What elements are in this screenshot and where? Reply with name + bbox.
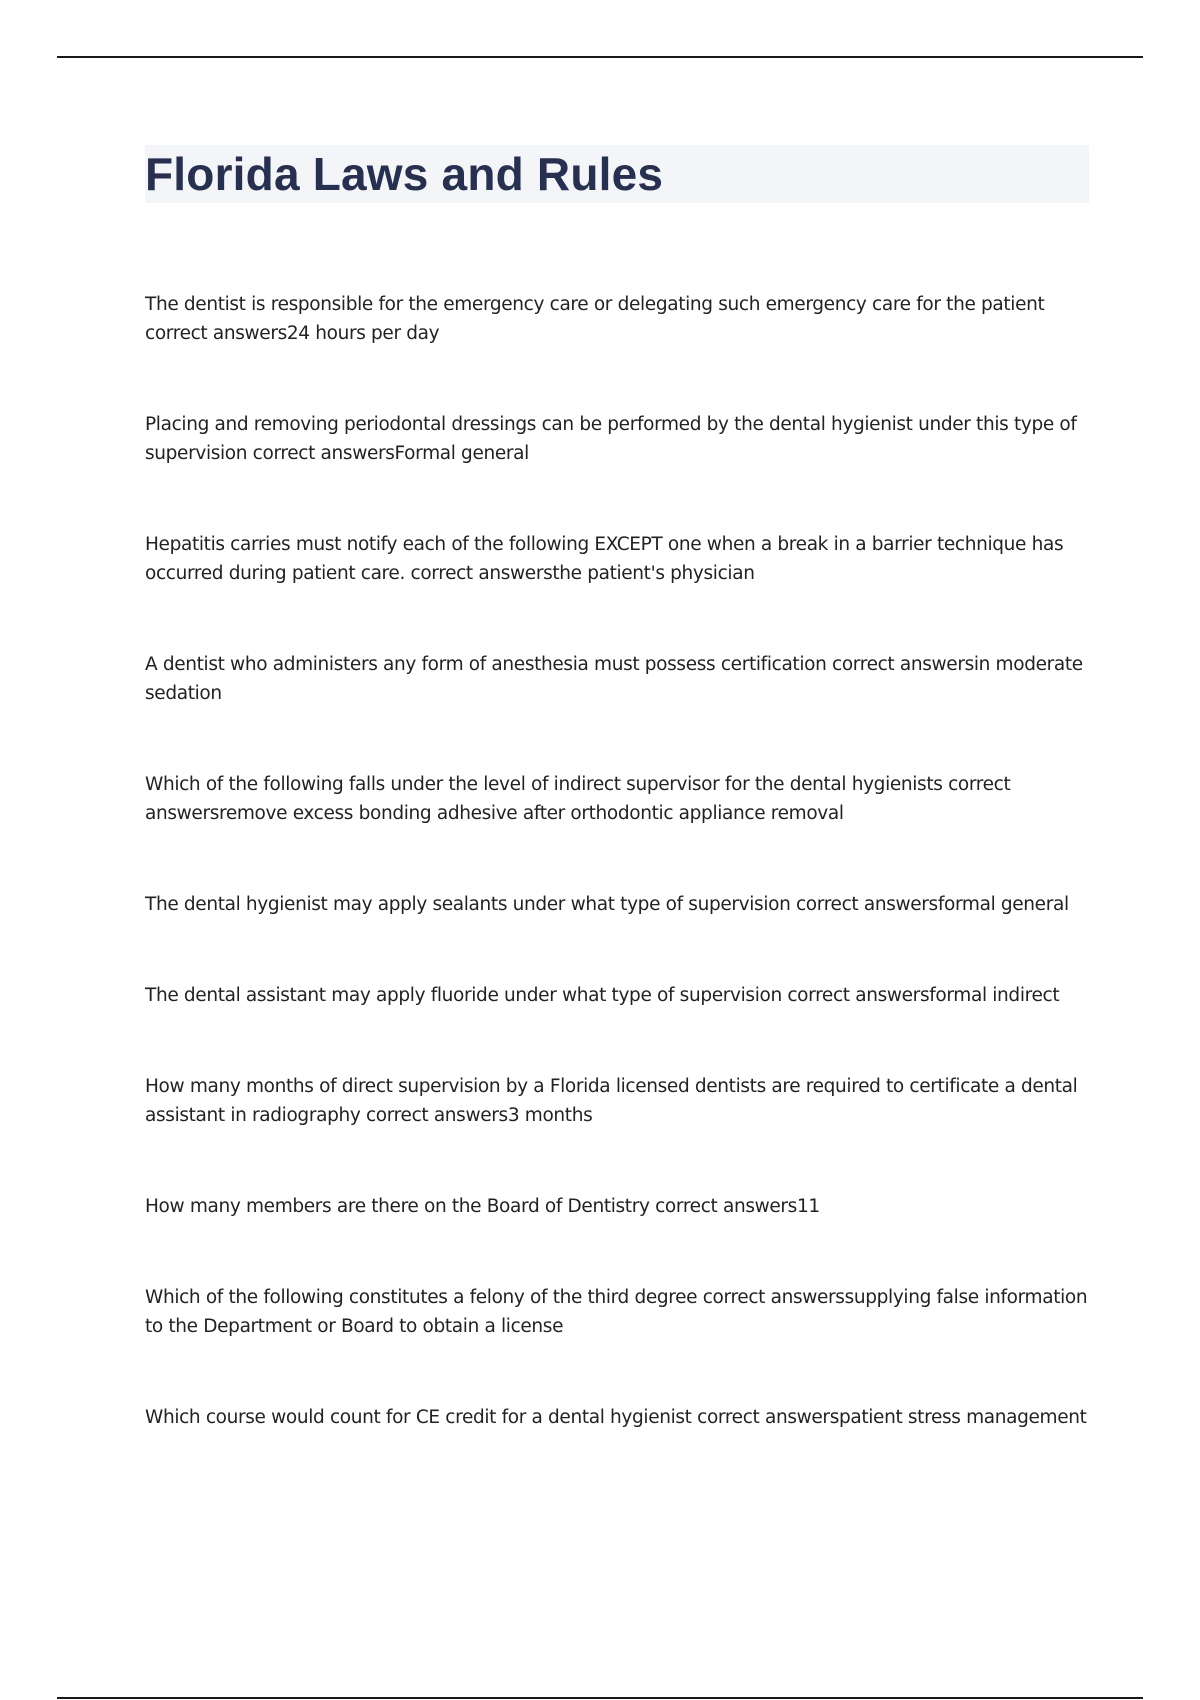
qa-item: Hepatitis carries must notify each of the following EXCEPT one when a break in a barrier technique has occurred during patient care. correct answersthe patient's physician <box>145 534 1064 584</box>
qa-item: Placing and removing periodontal dressings can be performed by the dental hygienist under this type of supervision correct answersFormal general <box>145 414 1077 464</box>
qa-item: The dental hygienist may apply sealants under what type of supervision correct answersformal general <box>145 894 1069 915</box>
qa-item: Which of the following falls under the level of indirect supervisor for the dental hygienists correct answersremove excess bonding adhesive after orthodontic appliance removal <box>145 774 1011 824</box>
qa-item: Which of the following constitutes a felony of the third degree correct answerssupplying false information to the Department or Board to obtain a license <box>145 1287 1088 1337</box>
qa-item: The dental assistant may apply fluoride under what type of supervision correct answersformal indirect <box>145 985 1060 1006</box>
qa-item: How many months of direct supervision by a Florida licensed dentists are required to certificate a dental assistant in radiography correct answers3 months <box>145 1076 1078 1126</box>
qa-item: A dentist who administers any form of anesthesia must possess certification correct answersin moderate sedation <box>145 654 1083 704</box>
qa-item: The dentist is responsible for the emergency care or delegating such emergency care for the patient correct answers24 hours per day <box>145 294 1045 344</box>
title-block <box>145 145 1089 203</box>
page-title: Florida Laws and Rules <box>145 148 664 200</box>
bottom-rule <box>57 1697 1143 1699</box>
top-rule <box>57 56 1143 58</box>
qa-list <box>145 290 1090 1494</box>
qa-item: Which course would count for CE credit for a dental hygienist correct answerspatient stress management <box>145 1407 1087 1428</box>
qa-item: How many members are there on the Board of Dentistry correct answers11 <box>145 1196 820 1217</box>
